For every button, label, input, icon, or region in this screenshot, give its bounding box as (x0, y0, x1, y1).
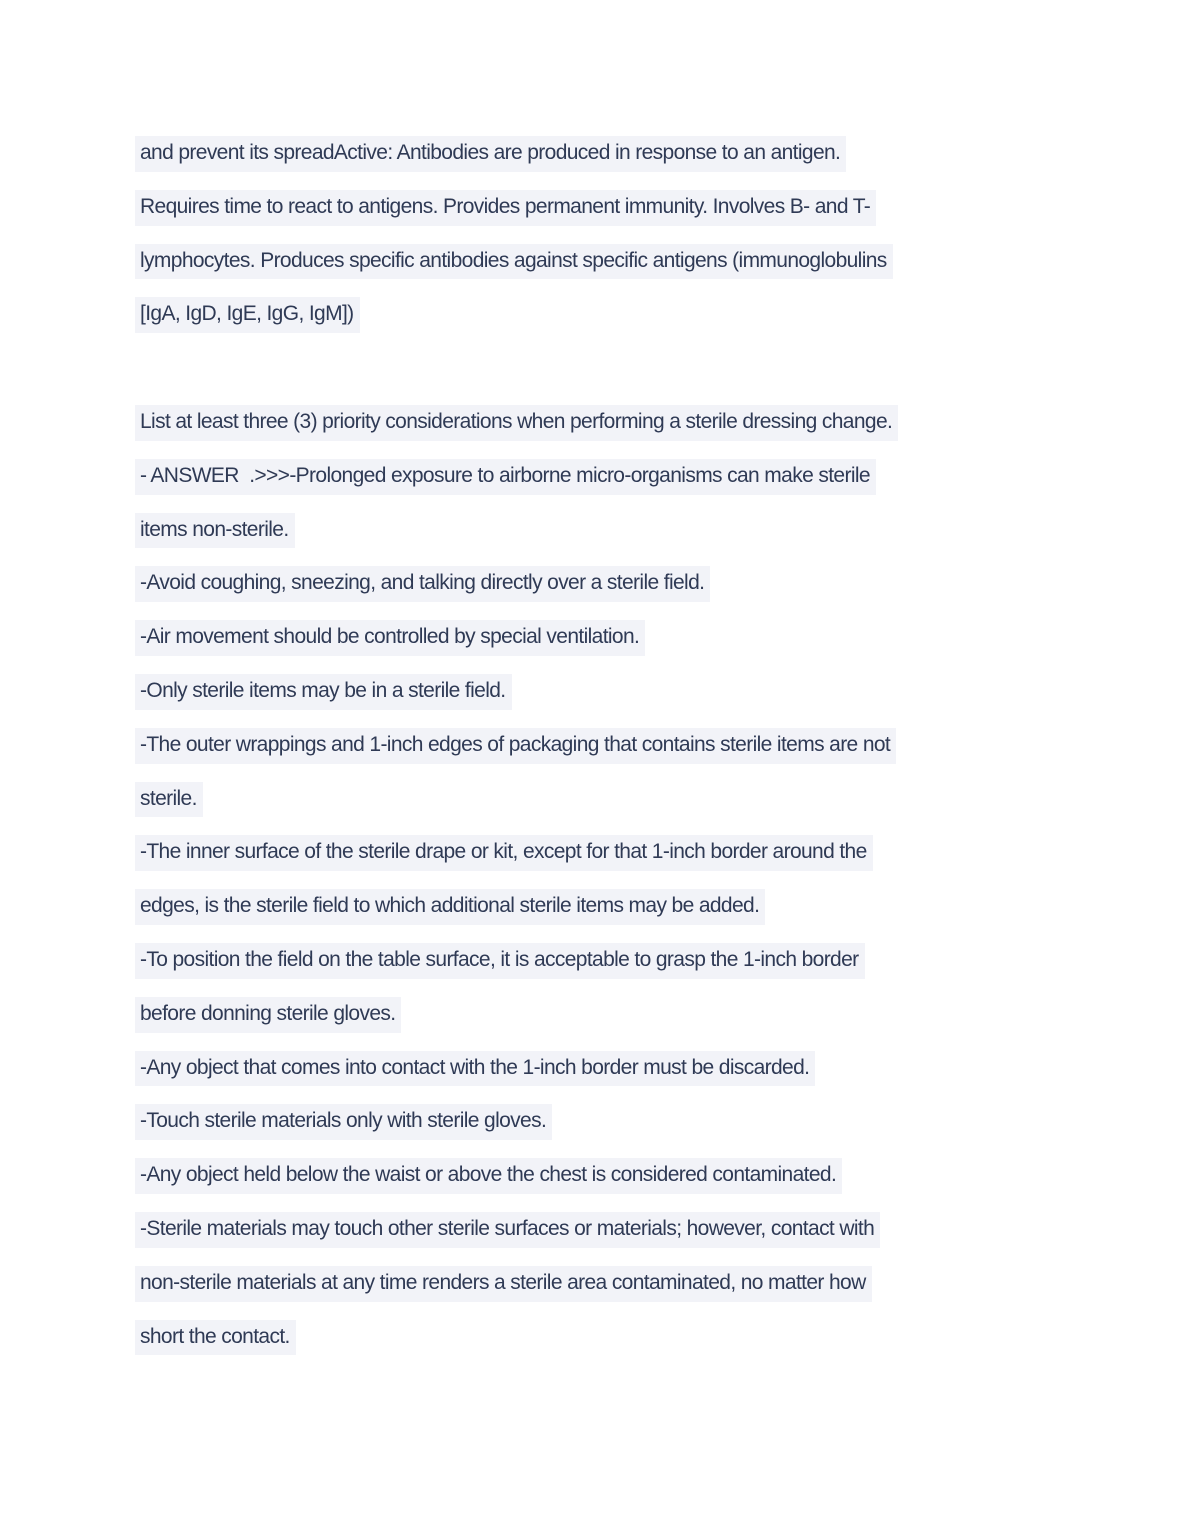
text-line (135, 1311, 1190, 1365)
text-line (135, 665, 1190, 719)
text-line (135, 1203, 1190, 1257)
highlighted-text: -Avoid coughing, sneezing, and talking directly over a sterile field. (135, 566, 710, 602)
highlighted-text: and prevent its spreadActive: Antibodies are produced in response to an antigen. (135, 136, 846, 172)
text-line (135, 127, 1190, 181)
highlighted-text: -The inner surface of the sterile drape or kit, except for that 1-inch border around the (135, 835, 873, 871)
text-line (135, 826, 1190, 880)
text-line (135, 773, 1190, 827)
text-line (135, 450, 1190, 504)
text-line (135, 181, 1190, 235)
text-line (135, 988, 1190, 1042)
highlighted-text: items non-sterile. (135, 513, 295, 549)
text-line (135, 235, 1190, 289)
highlighted-text: -Any object that comes into contact with the 1-inch border must be discarded. (135, 1051, 815, 1087)
highlighted-text: List at least three (3) priority considerations when performing a sterile dressing change. (135, 405, 898, 441)
highlighted-text: short the contact. (135, 1320, 296, 1356)
text-line (135, 1257, 1190, 1311)
highlighted-text: -Sterile materials may touch other sterile surfaces or materials; however, contact with (135, 1212, 880, 1248)
blank-line (135, 342, 1190, 396)
highlighted-text: -To position the field on the table surface, it is acceptable to grasp the 1-inch border (135, 943, 865, 979)
text-line (135, 396, 1190, 450)
highlighted-text: sterile. (135, 782, 203, 818)
text-line (135, 1149, 1190, 1203)
text-line (135, 504, 1190, 558)
text-line (135, 1042, 1190, 1096)
highlighted-text: - ANSWER .>>>-Prolonged exposure to airborne micro-organisms can make sterile (135, 459, 876, 495)
highlighted-text: non-sterile materials at any time renders a sterile area contaminated, no matter how (135, 1266, 872, 1302)
highlighted-text: -The outer wrappings and 1-inch edges of packaging that contains sterile items are not (135, 728, 896, 764)
highlighted-text: [IgA, IgD, IgE, IgG, IgM]) (135, 297, 360, 333)
highlighted-text: -Touch sterile materials only with sterile gloves. (135, 1104, 552, 1140)
highlighted-text: -Air movement should be controlled by special ventilation. (135, 620, 645, 656)
highlighted-text: edges, is the sterile field to which additional sterile items may be added. (135, 889, 765, 925)
text-line (135, 611, 1190, 665)
highlighted-text: -Only sterile items may be in a sterile field. (135, 674, 512, 710)
text-line (135, 880, 1190, 934)
highlighted-text: -Any object held below the waist or above the chest is considered contaminated. (135, 1158, 842, 1194)
text-line (135, 719, 1190, 773)
highlighted-text: before donning sterile gloves. (135, 997, 401, 1033)
text-line (135, 934, 1190, 988)
text-line (135, 557, 1190, 611)
highlighted-text: Requires time to react to antigens. Provides permanent immunity. Involves B- and T- (135, 190, 876, 226)
highlighted-text: lymphocytes. Produces specific antibodies against specific antigens (immunoglobulins (135, 244, 893, 280)
text-line (135, 1095, 1190, 1149)
text-line (135, 288, 1190, 342)
